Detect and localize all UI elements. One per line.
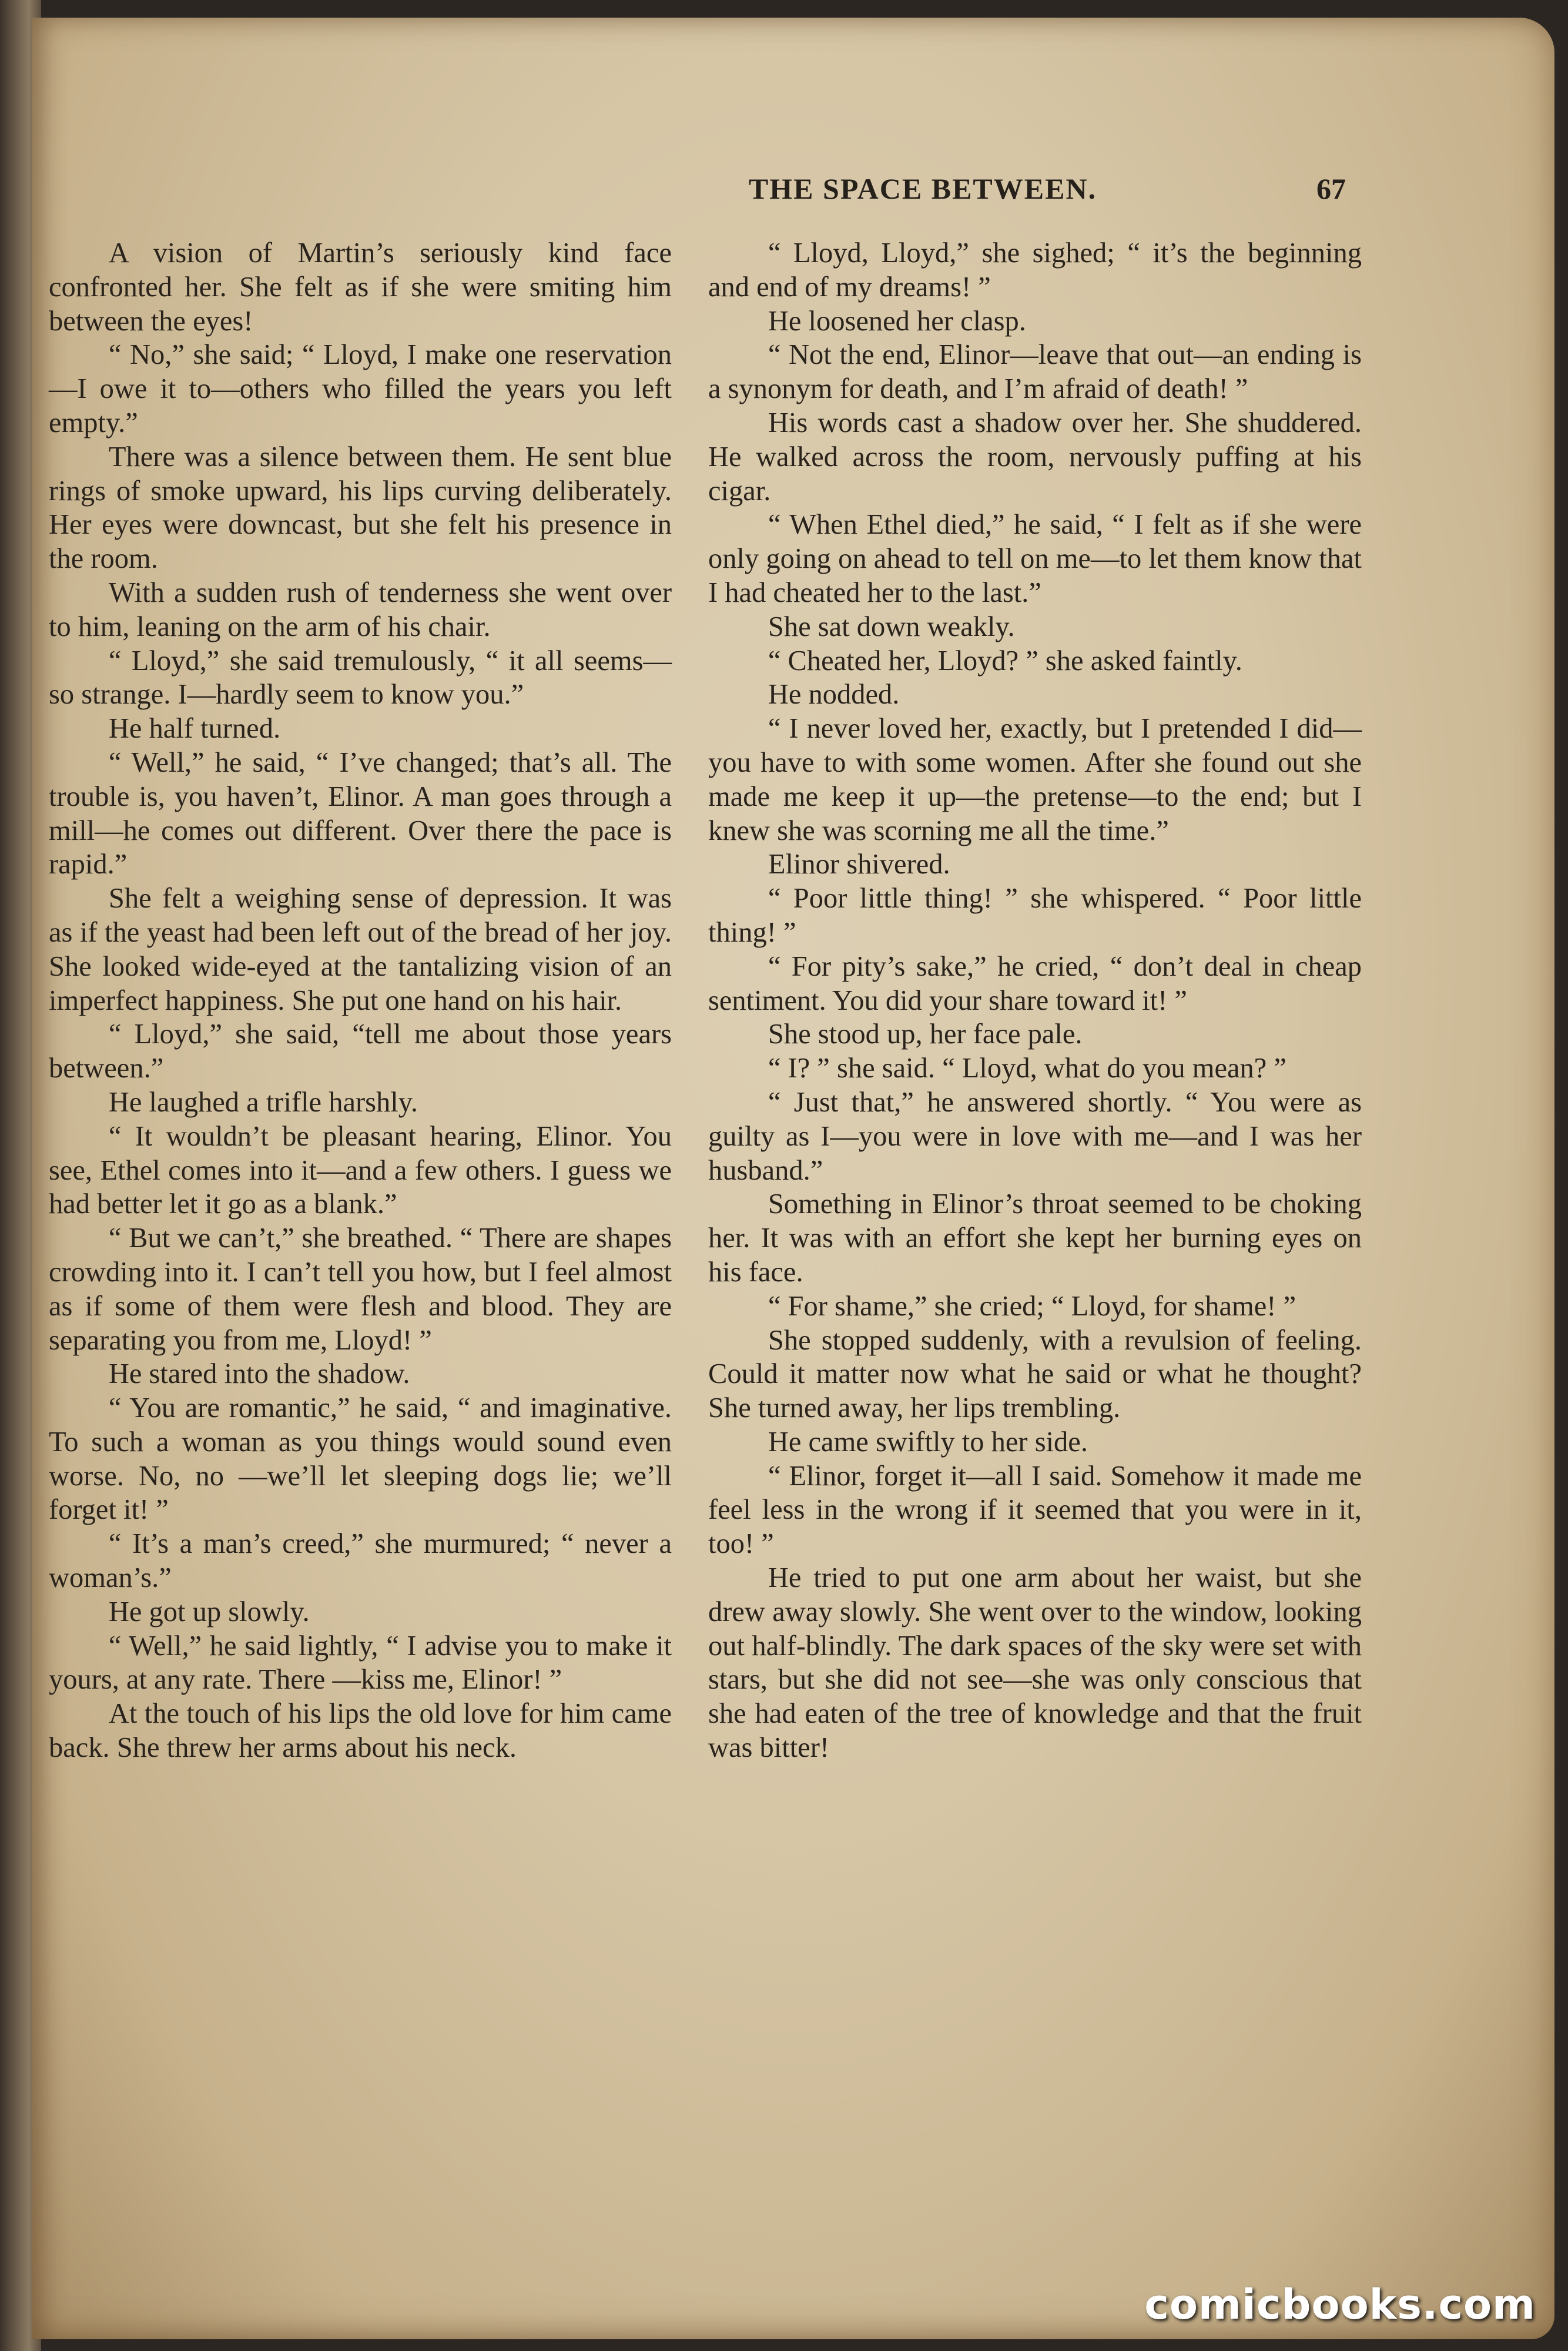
paragraph: His words cast a shadow over her. She shuddered. He walked across the room, nervously puffing at his cigar.: [708, 407, 1362, 507]
paragraph: “ But we can’t,” she breathed. “ There are shapes crowding into it. I can’t tell you how, but I feel almost as if some of them were flesh and blood. They are separating you from me, Lloyd! ”: [49, 1223, 672, 1356]
paragraph: “ It wouldn’t be pleasant hearing, Elinor. You see, Ethel comes into it—and a few others. I guess we had better let it go as a blank.”: [49, 1120, 672, 1220]
paragraph: He stared into the shadow.: [108, 1358, 410, 1390]
paragraph: “ For pity’s sake,” he cried, “ don’t deal in cheap sentiment. You did your share toward it! ”: [708, 950, 1362, 1016]
paragraph: “ Poor little thing! ” she whispered. “ Poor little thing! ”: [708, 883, 1362, 948]
paragraph: He half turned.: [108, 713, 281, 745]
paragraph: “ Lloyd, Lloyd,” she sighed; “ it’s the beginning and end of my dreams! ”: [708, 237, 1362, 303]
paragraph: “ Cheated her, Lloyd? ” she asked faintly.: [768, 645, 1242, 677]
paragraph: “ I never loved her, exactly, but I pretended I did—you have to with some women. After she found out she made me keep it up—the pretense—to the end; but I knew she was scorning me all the time.”: [708, 713, 1362, 846]
paragraph: There was a silence between them. He sent blue rings of smoke upward, his lips curving deliberately. Her eyes were downcast, but she felt his presence in the room.: [49, 441, 672, 575]
page-number: 67: [1316, 172, 1346, 205]
paragraph: He laughed a trifle harshly.: [108, 1086, 418, 1118]
paragraph: He nodded.: [768, 679, 900, 711]
paragraph: With a sudden rush of tenderness she went over to him, leaning on the arm of his chair.: [49, 577, 672, 642]
paragraph: “ I? ” she said. “ Lloyd, what do you mean? ”: [768, 1053, 1286, 1084]
watermark: comicbooks.com: [1144, 2280, 1536, 2329]
paragraph: Elinor shivered.: [768, 849, 950, 880]
paragraph: “ Well,” he said, “ I’ve changed; that’s all. The trouble is, you haven’t, Elinor. A man goes through a mill—he comes out different. Over there the pace is rapid.”: [49, 746, 672, 880]
paragraph: “ Elinor, forget it—all I said. Somehow it made me feel less in the wrong if it seemed that you were in it, too! ”: [708, 1460, 1362, 1560]
paragraph: “ No,” she said; “ Lloyd, I make one reservation—I owe it to—others who filled the years you left empty.”: [49, 339, 672, 438]
paragraph: She stopped suddenly, with a revulsion of feeling. Could it matter now what he said or what he thought? She turned away, her lips trembling.: [708, 1324, 1362, 1424]
paragraph: He got up slowly.: [108, 1596, 310, 1627]
paragraph: Something in Elinor’s throat seemed to be choking her. It was with an effort she kept her burning eyes on his face.: [708, 1188, 1362, 1288]
paragraph: “ When Ethel died,” he said, “ I felt as if she were only going on ahead to tell on me—to let them know that I had cheated her to the last.”: [708, 509, 1362, 608]
paragraph: A vision of Martin’s seriously kind face confronted her. She felt as if she were smiting him between the eyes!: [49, 237, 672, 337]
paragraph: “ Just that,” he answered shortly. “ You were as guilty as I—you were in love with me—and I was her husband.”: [708, 1086, 1362, 1186]
paragraph: She stood up, her face pale.: [768, 1019, 1083, 1050]
paragraph: He tried to put one arm about her waist, but she drew away slowly. She went over to the window, looking out half-blindly. The dark spaces of the sky were set with stars, but she did not see—she was only conscious that she had eaten of the tree of knowledge and that the fruit was bitter!: [708, 1562, 1362, 1764]
paragraph: He loosened her clasp.: [768, 305, 1026, 337]
paragraph: She sat down weakly.: [768, 611, 1015, 642]
right-column: [708, 236, 1362, 1765]
paragraph: “ You are romantic,” he said, “ and imaginative. To such a woman as you things would sound even worse. No, no —we’ll let sleeping dogs lie; we’ll forget it! ”: [49, 1392, 672, 1526]
paragraph: “ Lloyd,” she said tremulously, “ it all seems—so strange. I—hardly seem to know you.”: [49, 645, 672, 711]
paragraph: “ Not the end, Elinor—leave that out—an ending is a synonym for death, and I’m afraid of death! ”: [708, 339, 1362, 405]
paragraph: “ Well,” he said lightly, “ I advise you to make it yours, at any rate. There —kiss me, Elinor! ”: [49, 1630, 672, 1696]
left-column: [49, 236, 672, 1765]
paragraph: He came swiftly to her side.: [768, 1426, 1088, 1458]
paragraph: “ Lloyd,” she said, “tell me about those years between.”: [49, 1019, 672, 1084]
paragraph: She felt a weighing sense of depression. It was as if the yeast had been left out of the bread of her joy. She looked wide-eyed at the tantalizing vision of an imperfect happiness. She put one hand on his hair.: [49, 883, 672, 1016]
paragraph: At the touch of his lips the old love for him came back. She threw her arms about his neck.: [49, 1698, 672, 1764]
running-header: THE SPACE BETWEEN.: [748, 172, 1097, 205]
paragraph: “ It’s a man’s creed,” she murmured; “ never a woman’s.”: [49, 1528, 672, 1594]
book-page: [32, 18, 1554, 2339]
paragraph: “ For shame,” she cried; “ Lloyd, for shame! ”: [768, 1290, 1296, 1322]
